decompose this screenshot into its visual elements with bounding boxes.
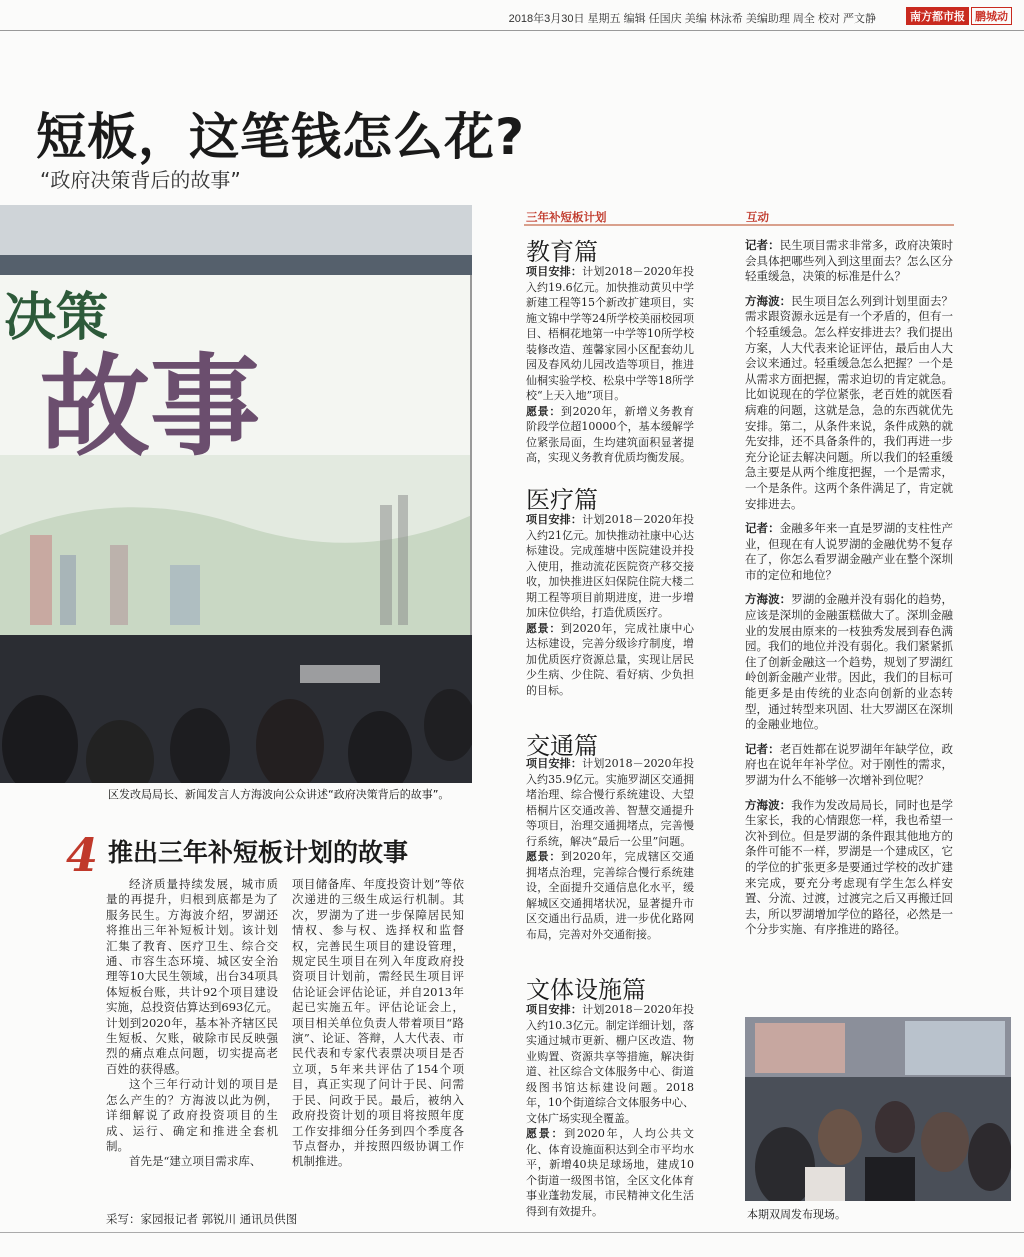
- speaker-label: 方海波：: [745, 592, 792, 607]
- speaker-label: 方海波：: [745, 293, 792, 308]
- vision-text: 到2020年，人均公共文化、体育设施面积达到全市平均水平，新增40块足球场地，建成10个街道一级图书馆，全区文化体育事业蓬勃发展，市民精神文化生活得到有效提升。: [526, 1127, 694, 1218]
- presentation-scene-illustration: [0, 205, 472, 783]
- qa-text: 老百姓都在说罗湖年年缺学位，政府也在说年年补学位。对于刚性的需求，罗湖为什么不能够一次增补到位呢？: [745, 741, 954, 787]
- vision-label: 愿景：: [526, 621, 561, 635]
- arrangement-label: 项目安排：: [526, 513, 583, 526]
- plan-heading-medical: 医疗篇: [526, 486, 598, 514]
- plans-bar-label: 三年补短板计划: [526, 210, 607, 224]
- vision-text: 到2020年，完成辖区交通拥堵点治理，完善综合慢行系统建设，全面提升交通信息化水平，缓解城区交通拥堵状况，显著提升市区交通出行品质，进一步优化路网布局，完善对外交通衔接。: [526, 850, 694, 941]
- plan-heading-transport: 交通篇: [526, 732, 598, 760]
- qa-item: [745, 294, 953, 512]
- qa-text: 民生项目需求非常多，政府决策时会具体把哪些列入到这里面去？怎么区分轻重缓急，决策的标准是什么？: [745, 238, 954, 284]
- section-title: 推出三年补短板计划的故事: [108, 838, 409, 867]
- vision-label: 愿景：: [526, 404, 561, 418]
- audience-scene-illustration: [745, 1017, 1011, 1201]
- qa-item: [745, 592, 953, 732]
- bottom-rule: [0, 1232, 1024, 1233]
- arrangement-text: 计划2018－2020年投入约21亿元。加快推动社康中心达标建设。完成莲塘中医院建设并投入使用，推动流花医院资产移交接收，加快推进区妇保院住院大楼二期工程等项目前期进度，进一步增加床位供给，打造优质医疗。: [526, 513, 695, 619]
- subhead: “政府决策背后的故事”: [40, 168, 241, 192]
- qa-item: [745, 798, 953, 938]
- section-rule: [524, 224, 954, 226]
- plan-body-transport: [526, 756, 694, 942]
- speaker-label: 记者：: [745, 521, 780, 536]
- qa-item: [745, 521, 953, 583]
- qa-item: [745, 742, 953, 789]
- qa-text: 我作为发改局局长，同时也是学生家长，我的心情跟您一样，我也希望一次补到位。但是罗湖的条件跟其他地方的条件可能不一样，罗湖是一个建成区，它的学位的扩张更多是要通过学校的改扩建来完成，要充分考虑现有学生怎么样安置、分流、过渡，过渡完之后又再搬迁回去，所以罗湖增加学位的路径，必然是一个分步实施、有序推进的路径。: [745, 797, 954, 937]
- issue-meta: 2018年3月30日 星期五 编辑 任国庆 美编 林泳希 美编助理 周全 校对 严文静: [508, 13, 876, 25]
- arrangement-text: 计划2018－2020年投入约35.9亿元。实施罗湖区交通拥堵治理、综合慢行系统建设、大望梧桐片区交通改善、智慧交通提升等项目，治理交通拥堵点，完善慢行系统，解决“最后一公里”问题。: [526, 757, 695, 848]
- arrangement-label: 项目安排：: [526, 1003, 583, 1016]
- main-photo-caption: 区发改局局长、新闻发言人方海波向公众讲述“政府决策背后的故事”。: [108, 788, 450, 801]
- brand-logo: [906, 8, 1012, 24]
- speaker-label: 方海波：: [745, 797, 792, 812]
- plan-body-culture-sports: [526, 1002, 694, 1219]
- body-column-1: [106, 877, 278, 1170]
- arrangement-label: 项目安排：: [526, 757, 583, 770]
- arrangement-text: 计划2018－2020年投入约19.6亿元。加快推动黄贝中学新建工程等15个新改扩建项目，实施文锦中学等24所学校美丽校园项目、梧桐花地第一中学等10所学校装修改造、莲馨家园小区配套幼儿园及春风幼儿园改造等项目，推进仙桐实验学校、松泉中学等18所学校“上天入地”项目。: [526, 265, 695, 402]
- arrangement-label: 项目安排：: [526, 265, 583, 278]
- speaker-label: 记者：: [745, 238, 780, 252]
- vision-text: 到2020年，新增义务教育阶段学位超10000个，基本缓解学位紧张局面，生均建筑面积显著提高，实现义务教育优质均衡发展。: [526, 404, 694, 464]
- arrangement-text: 计划2018－2020年投入约10.3亿元。制定详细计划，落实通过城市更新、棚户区改造、物业购置、资源共享等措施，解决街道、社区综合文体服务中心、街道级图书馆达标建设问题。2018年，10个街道综合文体服务中心、文体广场实现全覆盖。: [526, 1003, 695, 1125]
- plan-body-medical: [526, 512, 694, 698]
- qa-text: 金融多年来一直是罗湖的支柱性产业，但现在有人说罗湖的金融优势不复存在了，你怎么看罗湖金融产业在整个深圳市的定位和地位？: [745, 521, 954, 582]
- paragraph: 这个三年行动计划的项目是怎么产生的？方海波以此为例，详细解说了政府投资项目的生成、运行、确定和推进全套机制。: [106, 1077, 278, 1153]
- plan-heading-culture-sports: 文体设施篇: [526, 976, 646, 1004]
- qa-text: 罗湖的金融并没有弱化的趋势，应该是深圳的金融蛋糕做大了。深圳金融业的发展由原来的一枝独秀发展到春色满园。我们的地位并没有弱化。我们紧紧抓住了创新金融这一个趋势，规划了罗湖红岭创新金融产业带。因此，我们的目标可能更多是由传统的业态向创新的业态转型，通过转型来巩固、壮大罗湖区在深圳的金融业地位。: [745, 592, 954, 732]
- plan-heading-education: 教育篇: [526, 238, 598, 266]
- paragraph: 首先是“建立项目需求库、: [129, 1154, 262, 1169]
- screen-text-line1: 决策: [4, 288, 109, 348]
- event-photo: [745, 1017, 1011, 1201]
- qa-item: [745, 238, 953, 285]
- interaction-bar-label: 互动: [746, 210, 769, 224]
- brand-name: 南方都市报: [906, 7, 969, 25]
- interview-qa: [745, 238, 953, 947]
- paragraph: 经济质量持续发展，城市质量的再提升，归根到底都是为了服务民生。方海波介绍，罗湖还将推出三年补短板计划。该计划汇集了教育、医疗卫生、综合交通、市容生态环境、城区安全治理等10大民生领域，出台34项具体短板台账，共计92个项目建设实施，总投资估算达到693亿元。计划到2020年，基本补齐辖区民生短板、欠账，破除市民反映强烈的痛点难点问题，切实提高老百姓的获得感。: [106, 877, 278, 1076]
- vision-label: 愿景：: [526, 850, 561, 863]
- byline-credit: 采写：家园报记者 郭锐川 通讯员供图: [106, 1212, 298, 1226]
- paragraph: 项目储备库、年度投资计划”等依次递进的三级生成运行机制。其次，罗湖为了进一步保障居民知情权、参与权、选择权和监督权，完善民生项目的建设管理，规定民生项目在列入年度政府投资项目计划前，需经民生项目评估论证会评估论证，并自2013年起已实施五年。评估论证会上，项目相关单位负责人带着项目“路演”、论证、答辩，人大代表、市民代表和专家代表票决项目是否立项，5年来共评估了154个项目，真正实现了问计于民、问需于民、问政于民。最后，被纳入政府投资计划的项目将按照年度工作安排细分任务到四个季度各节点督办，并按照四级协调工作机制推进。: [292, 877, 464, 1169]
- plan-body-education: [526, 264, 694, 466]
- qa-text: 民生项目怎么列到计划里面去？需求跟资源永远是有一个矛盾的，但有一个轻重缓急。怎么样安排进去？我们提出方案，人大代表来论证评估，最后由人大会议来通过。轻重缓急怎么把握？一个是从需求方面把握，需求迫切的肯定就急。比如说现在的学位紧张，老百姓的就医看病难的问题，这就是急，急的东西就优先安排。第二，从条件来说，条件成熟的就先安排，还不具备条件的，我们再进一步充分论证去解决问题。所以我们的轻重缓急主要是从两个维度把握，一个是需求，一个是条件。这两个条件满足了，肯定就安排进去。: [745, 293, 954, 511]
- section-number: 4: [66, 828, 99, 882]
- vision-text: 到2020年，完成社康中心达标建设，完善分级诊疗制度，增加优质医疗资源总量，实现让居民少生病、少住院、看好病、少负担的目标。: [526, 621, 694, 697]
- brand-section: 鹏城动: [971, 7, 1012, 25]
- main-photo: [0, 205, 472, 783]
- vision-label: 愿景：: [526, 1127, 565, 1140]
- event-photo-caption: 本期双周发布现场。: [747, 1208, 846, 1221]
- speaker-label: 记者：: [745, 741, 780, 756]
- headline: 短板，这笔钱怎么花?: [36, 108, 526, 166]
- body-column-2: [292, 877, 464, 1170]
- screen-text-line2: 故事: [40, 342, 260, 471]
